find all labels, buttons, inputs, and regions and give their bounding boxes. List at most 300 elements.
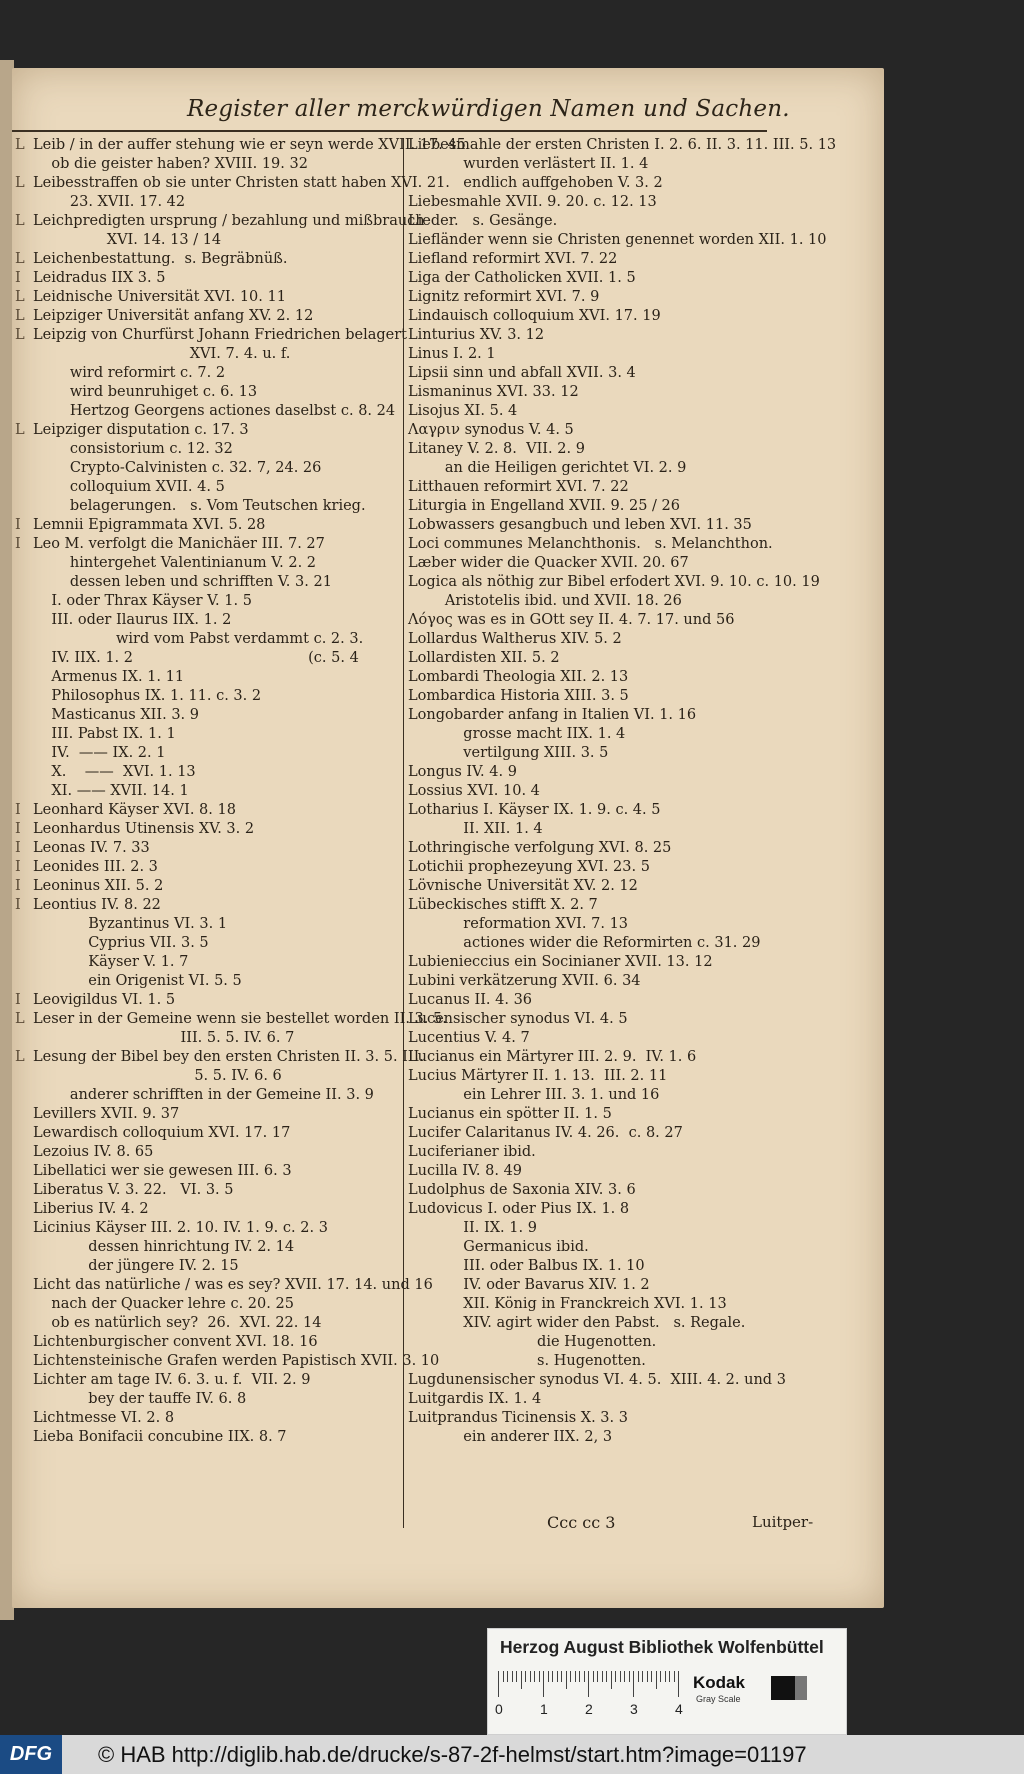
index-entry bbox=[15, 1200, 149, 1218]
index-entry-text: Lugdunensischer synodus VI. 4. 5. XIII. 4. 2. und 3 bbox=[408, 1372, 786, 1388]
margin-marker: I bbox=[15, 897, 21, 913]
index-entry bbox=[15, 1409, 174, 1427]
ruler-tick bbox=[516, 1671, 517, 1682]
ruler-tick bbox=[561, 1671, 562, 1682]
index-entry bbox=[408, 1390, 541, 1408]
index-entry bbox=[408, 668, 628, 686]
index-entry bbox=[15, 1181, 234, 1199]
index-entry bbox=[408, 858, 650, 876]
index-entry bbox=[408, 136, 836, 154]
index-entry bbox=[408, 155, 648, 173]
index-entry bbox=[15, 953, 188, 971]
index-entry bbox=[15, 364, 225, 382]
index-entry bbox=[408, 1162, 522, 1180]
ruler-tick bbox=[507, 1671, 508, 1682]
margin-marker: I bbox=[15, 859, 21, 875]
index-entry bbox=[408, 1371, 786, 1389]
index-entry bbox=[15, 706, 199, 724]
index-entry-text: Lesung der Bibel bey den ersten Christen II. 3. 5. III. bbox=[33, 1049, 424, 1065]
ruler-tick bbox=[656, 1671, 657, 1689]
index-entry-text: Lucianus ein Märtyrer III. 2. 9. IV. 1. 6 bbox=[408, 1049, 697, 1065]
margin-marker: L bbox=[15, 213, 25, 229]
index-entry bbox=[15, 972, 242, 990]
index-entry-text: Lövnische Universität XV. 2. 12 bbox=[408, 878, 638, 894]
header-rule bbox=[12, 130, 767, 132]
index-entry-text: Leipzig von Churfürst Johann Friedrichen belagert bbox=[33, 327, 408, 343]
index-entry bbox=[408, 649, 560, 667]
index-entry bbox=[15, 763, 196, 781]
index-entry bbox=[15, 782, 189, 800]
index-entry-text: wird reformirt c. 7. 2 bbox=[33, 365, 226, 381]
ruler-tick bbox=[620, 1671, 621, 1682]
ruler-tick bbox=[597, 1671, 598, 1682]
index-entry bbox=[408, 782, 540, 800]
index-entry bbox=[408, 402, 517, 420]
ruler-number: 0 bbox=[495, 1701, 503, 1717]
index-entry-text: s. Hugenotten. bbox=[408, 1353, 646, 1369]
index-entry bbox=[15, 725, 176, 743]
index-entry bbox=[408, 326, 544, 344]
dfg-logo: DFG bbox=[0, 1735, 62, 1774]
margin-marker: L bbox=[15, 1049, 25, 1065]
index-entry-text: Linturius XV. 3. 12 bbox=[408, 327, 545, 343]
index-entry-text: Lübeckisches stifft X. 2. 7 bbox=[408, 897, 598, 913]
index-entry-text: wird vom Pabst verdammt c. 2. 3. bbox=[33, 631, 364, 647]
index-entry-text: wird beunruhiget c. 6. 13 bbox=[33, 384, 258, 400]
margin-marker: I bbox=[15, 821, 21, 837]
index-entry-text: grosse macht IIX. 1. 4 bbox=[408, 726, 626, 742]
index-entry bbox=[408, 231, 827, 249]
index-entry bbox=[15, 535, 325, 553]
ruler-tick bbox=[575, 1671, 576, 1682]
index-entry-text: dessen hinrichtung IV. 2. 14 bbox=[33, 1239, 295, 1255]
ruler-tick bbox=[512, 1671, 513, 1682]
index-entry-text: wurden verlästert II. 1. 4 bbox=[408, 156, 649, 172]
index-entry bbox=[408, 630, 622, 648]
ruler-tick bbox=[548, 1671, 549, 1682]
index-entry bbox=[408, 896, 598, 914]
index-entry-text: Crypto-Calvinisten c. 32. 7, 24. 26 bbox=[33, 460, 322, 476]
index-entry-text: Luitgardis IX. 1. 4 bbox=[408, 1391, 542, 1407]
index-entry bbox=[408, 934, 760, 952]
index-entry-text: endlich auffgehoben V. 3. 2 bbox=[408, 175, 663, 191]
index-entry-text: Aristotelis ibid. und XVII. 18. 26 bbox=[408, 593, 682, 609]
index-entry bbox=[408, 516, 752, 534]
index-entry-text: III. oder Balbus IX. 1. 10 bbox=[408, 1258, 645, 1274]
index-entry bbox=[15, 345, 290, 363]
index-entry bbox=[15, 1162, 292, 1180]
index-entry-text: X. —— XVI. 1. 13 bbox=[33, 764, 196, 780]
index-entry-text: Leontius IV. 8. 22 bbox=[33, 897, 161, 913]
index-entry-text: Lichtmesse VI. 2. 8 bbox=[33, 1410, 175, 1426]
index-entry-text: 23. XVII. 17. 42 bbox=[33, 194, 186, 210]
index-entry bbox=[15, 877, 163, 895]
index-entry bbox=[408, 611, 734, 629]
gray-scale-label: Gray Scale bbox=[696, 1694, 741, 1704]
index-entry-text: Loci communes Melanchthonis. s. Melanchthon. bbox=[408, 536, 773, 552]
index-entry bbox=[15, 630, 363, 648]
ruler-tick bbox=[647, 1671, 648, 1682]
index-entry-text: Lichtensteinische Grafen werden Papistisch XVII. 3. 10 bbox=[33, 1353, 440, 1369]
index-entry-text: Luciferianer ibid. bbox=[408, 1144, 536, 1160]
index-entry bbox=[15, 839, 150, 857]
index-entry bbox=[15, 1333, 318, 1351]
index-entry-text: Λαγριν synodus V. 4. 5 bbox=[408, 422, 574, 438]
index-entry bbox=[408, 839, 671, 857]
index-entry-text: Λόγος was es in GOtt sey II. 4. 7. 17. und 56 bbox=[408, 612, 735, 628]
index-entry bbox=[15, 687, 261, 705]
index-entry-text: vertilgung XIII. 3. 5 bbox=[408, 745, 609, 761]
index-entry-text: Liturgia in Engelland XVII. 9. 25 / 26 bbox=[408, 498, 680, 514]
index-entry-text: Lieba Bonifacii concubine IIX. 8. 7 bbox=[33, 1429, 287, 1445]
index-entry-text: III. oder Ilaurus IIX. 1. 2 bbox=[33, 612, 232, 628]
index-entry-text: XVI. 14. 13 / 14 bbox=[33, 232, 222, 248]
index-entry bbox=[408, 1048, 696, 1066]
margin-marker: L bbox=[15, 289, 25, 305]
index-entry bbox=[15, 307, 313, 325]
ruler-tick bbox=[624, 1671, 625, 1682]
index-entry-text: Leibesstraffen ob sie unter Christen statt haben XVI. 21. bbox=[33, 175, 450, 191]
index-entry bbox=[408, 972, 641, 990]
index-entry bbox=[15, 516, 265, 534]
index-entry-text: Liga der Catholicken XVII. 1. 5 bbox=[408, 270, 636, 286]
ruler-tick bbox=[543, 1671, 544, 1697]
ruler-tick bbox=[669, 1671, 670, 1682]
index-entry-text: 5. 5. IV. 6. 6 bbox=[33, 1068, 282, 1084]
index-entry bbox=[408, 478, 629, 496]
index-entry-text: Lipsii sinn und abfall XVII. 3. 4 bbox=[408, 365, 636, 381]
library-name: Herzog August Bibliothek Wolfenbüttel bbox=[500, 1637, 824, 1657]
index-entry-text: Leonas IV. 7. 33 bbox=[33, 840, 150, 856]
index-entry-text: XII. König in Franckreich XVI. 1. 13 bbox=[408, 1296, 727, 1312]
index-entry-text: I. oder Thrax Käyser V. 1. 5 bbox=[33, 593, 252, 609]
index-entry-text: Licinius Käyser III. 2. 10. IV. 1. 9. c. 2. 3 bbox=[33, 1220, 328, 1236]
index-entry bbox=[408, 1295, 727, 1313]
index-entry bbox=[15, 592, 252, 610]
index-entry bbox=[408, 497, 680, 515]
index-entry bbox=[15, 1029, 294, 1047]
index-entry bbox=[15, 915, 227, 933]
margin-marker: I bbox=[15, 840, 21, 856]
index-entry-text: Ludolphus de Saxonia XIV. 3. 6 bbox=[408, 1182, 636, 1198]
index-entry bbox=[15, 611, 231, 629]
index-entry bbox=[15, 193, 185, 211]
index-entry bbox=[408, 307, 661, 325]
index-entry-text: Lichtenburgischer convent XVI. 18. 16 bbox=[33, 1334, 318, 1350]
copyright-link[interactable]: © HAB http://diglib.hab.de/drucke/s-87-2f-helmst/start.htm?image=01197 bbox=[98, 1742, 807, 1767]
index-entry bbox=[15, 1371, 310, 1389]
index-entry-text: Käyser V. 1. 7 bbox=[33, 954, 189, 970]
index-entry bbox=[15, 478, 225, 496]
index-entry-text: belagerungen. s. Vom Teutschen krieg. bbox=[33, 498, 366, 514]
index-entry bbox=[15, 1257, 239, 1275]
index-entry bbox=[15, 174, 450, 192]
index-entry-text: Philosophus IX. 1. 11. c. 3. 2 bbox=[33, 688, 262, 704]
ruler-tick bbox=[638, 1671, 639, 1682]
ruler-tick bbox=[534, 1671, 535, 1682]
index-entry bbox=[15, 1276, 433, 1294]
index-entry bbox=[408, 535, 773, 553]
index-entry-text: Leichpredigten ursprung / bezahlung und mißbrauch bbox=[33, 213, 425, 229]
index-entry-text: Lucanus II. 4. 36 bbox=[408, 992, 533, 1008]
ruler-tick bbox=[498, 1671, 499, 1697]
index-entry-text: Longus IV. 4. 9 bbox=[408, 764, 517, 780]
color-calibration-card bbox=[487, 1628, 847, 1735]
index-entry bbox=[408, 288, 599, 306]
index-entry bbox=[408, 1314, 745, 1332]
index-entry-text: IV. —— IX. 2. 1 bbox=[33, 745, 166, 761]
index-entry-text: Armenus IX. 1. 11 bbox=[33, 669, 185, 685]
ruler-tick bbox=[579, 1671, 580, 1682]
ruler-tick bbox=[588, 1671, 589, 1697]
index-entry bbox=[15, 1124, 290, 1142]
index-entry bbox=[15, 896, 161, 914]
ruler-number: 3 bbox=[630, 1701, 638, 1717]
index-entry-text: Lotharius I. Käyser IX. 1. 9. c. 4. 5 bbox=[408, 802, 661, 818]
index-entry-text: Licht das natürliche / was es sey? XVII. 17. 14. und 16 bbox=[33, 1277, 433, 1293]
margin-marker: I bbox=[15, 270, 21, 286]
index-entry bbox=[408, 725, 625, 743]
signature-mark: Ccc cc 3 bbox=[547, 1513, 616, 1532]
index-entry bbox=[15, 459, 321, 477]
index-entry bbox=[15, 212, 425, 230]
index-entry bbox=[408, 1219, 537, 1237]
margin-marker: L bbox=[15, 327, 25, 343]
index-entry-text: Levillers XVII. 9. 37 bbox=[33, 1106, 180, 1122]
index-entry bbox=[15, 288, 286, 306]
index-entry-text: Lollardisten XII. 5. 2 bbox=[408, 650, 560, 666]
index-entry bbox=[408, 763, 517, 781]
ruler-tick bbox=[642, 1671, 643, 1682]
index-entry-text: Leonides III. 2. 3 bbox=[33, 859, 158, 875]
index-entry bbox=[408, 592, 682, 610]
index-entry-text: Litthauen reformirt XVI. 7. 22 bbox=[408, 479, 629, 495]
index-entry bbox=[15, 383, 257, 401]
index-entry-text: Luitprandus Ticinensis X. 3. 3 bbox=[408, 1410, 628, 1426]
index-entry-text: Lossius XVI. 10. 4 bbox=[408, 783, 540, 799]
index-entry bbox=[408, 706, 696, 724]
ruler-tick bbox=[651, 1671, 652, 1682]
ruler-tick bbox=[570, 1671, 571, 1682]
index-entry bbox=[15, 801, 236, 819]
index-entry bbox=[15, 326, 407, 344]
index-entry bbox=[15, 1219, 328, 1237]
index-entry-text: II. XII. 1. 4 bbox=[408, 821, 543, 837]
kodak-logo: Kodak bbox=[693, 1673, 745, 1692]
margin-marker: L bbox=[15, 137, 25, 153]
ruler-tick bbox=[602, 1671, 603, 1682]
index-entry bbox=[15, 668, 184, 686]
ruler-tick bbox=[611, 1671, 612, 1689]
index-entry-text: Lisojus XI. 5. 4 bbox=[408, 403, 518, 419]
index-entry bbox=[408, 991, 532, 1009]
index-entry-text: Longobarder anfang in Italien VI. 1. 16 bbox=[408, 707, 697, 723]
index-entry-text: Lollardus Waltherus XIV. 5. 2 bbox=[408, 631, 622, 647]
index-entry-text: Lothringische verfolgung XVI. 8. 25 bbox=[408, 840, 672, 856]
index-entry-text: Germanicus ibid. bbox=[408, 1239, 589, 1255]
index-entry-text: Linus I. 2. 1 bbox=[408, 346, 496, 362]
ruler-tick bbox=[557, 1671, 558, 1682]
margin-marker: L bbox=[15, 251, 25, 267]
ruler-tick bbox=[521, 1671, 522, 1689]
gray-patch bbox=[795, 1676, 807, 1700]
index-entry-text: Logica als nöthig zur Bibel erfodert XVI. 9. 10. c. 10. 19 bbox=[408, 574, 820, 590]
ruler-number: 4 bbox=[675, 1701, 683, 1717]
index-entry-text: II. IX. 1. 9 bbox=[408, 1220, 537, 1236]
index-entry-text: IV. oder Bavarus XIV. 1. 2 bbox=[408, 1277, 650, 1293]
index-entry bbox=[408, 1029, 530, 1047]
index-entry-text: Cyprius VII. 3. 5 bbox=[33, 935, 209, 951]
index-entry-text: Liefländer wenn sie Christen genennet worden XII. 1. 10 bbox=[408, 232, 827, 248]
index-entry bbox=[15, 1390, 246, 1408]
index-entry-text: Leidnische Universität XVI. 10. 11 bbox=[33, 289, 286, 305]
index-entry-text: Hertzog Georgens actiones daselbst c. 8. 24 bbox=[33, 403, 396, 419]
index-entry-text: Lieder. s. Gesänge. bbox=[408, 213, 558, 229]
index-entry-text: Leovigildus VI. 1. 5 bbox=[33, 992, 176, 1008]
index-entry-text: Lombardi Theologia XII. 2. 13 bbox=[408, 669, 629, 685]
black-patch bbox=[771, 1676, 795, 1700]
index-entry bbox=[15, 440, 233, 458]
index-entry bbox=[408, 364, 636, 382]
index-entry bbox=[408, 1010, 628, 1028]
index-entry bbox=[15, 1314, 321, 1332]
index-entry-text: ob die geister haben? XVIII. 19. 32 bbox=[33, 156, 308, 172]
index-entry bbox=[408, 1181, 636, 1199]
index-entry-text: reformation XVI. 7. 13 bbox=[408, 916, 629, 932]
index-entry bbox=[15, 402, 395, 420]
index-entry bbox=[408, 687, 629, 705]
index-entry bbox=[15, 1428, 287, 1446]
ruler-tick bbox=[539, 1671, 540, 1682]
margin-marker: I bbox=[15, 992, 21, 1008]
index-entry-text: Byzantinus VI. 3. 1 bbox=[33, 916, 228, 932]
index-entry bbox=[408, 459, 686, 477]
index-entry-text: Liefland reformirt XVI. 7. 22 bbox=[408, 251, 618, 267]
index-entry bbox=[408, 744, 608, 762]
index-entry-text: Læber wider die Quacker XVII. 20. 67 bbox=[408, 555, 689, 571]
margin-marker: I bbox=[15, 536, 21, 552]
index-entry-text: actiones wider die Reformirten c. 31. 29 bbox=[408, 935, 761, 951]
ruler-scale bbox=[498, 1671, 698, 1697]
ruler-tick bbox=[552, 1671, 553, 1682]
index-entry bbox=[15, 573, 332, 591]
index-entry bbox=[408, 421, 574, 439]
index-entry-text: Lucianus ein spötter II. 1. 5 bbox=[408, 1106, 612, 1122]
index-entry bbox=[15, 1010, 447, 1028]
index-entry bbox=[408, 1428, 612, 1446]
index-entry bbox=[408, 1257, 645, 1275]
index-entry bbox=[408, 193, 657, 211]
index-entry bbox=[408, 212, 557, 230]
index-entry-text: XI. —— XVII. 14. 1 bbox=[33, 783, 189, 799]
ruler-tick bbox=[615, 1671, 616, 1682]
index-entry-text: consistorium c. 12. 32 bbox=[33, 441, 233, 457]
index-entry bbox=[15, 934, 209, 952]
ruler-number: 2 bbox=[585, 1701, 593, 1717]
index-entry bbox=[15, 1067, 282, 1085]
index-entry bbox=[408, 801, 660, 819]
index-entry bbox=[15, 421, 249, 439]
index-entry-text: Leoninus XII. 5. 2 bbox=[33, 878, 164, 894]
index-entry bbox=[15, 554, 316, 572]
index-entry-text: Leipziger Universität anfang XV. 2. 12 bbox=[33, 308, 314, 324]
index-entry-text: Leichenbestattung. s. Begräbnüß. bbox=[33, 251, 288, 267]
index-entry-text: Ludovicus I. oder Pius IX. 1. 8 bbox=[408, 1201, 630, 1217]
index-entry bbox=[15, 155, 308, 173]
index-entry bbox=[15, 858, 158, 876]
index-entry-text: Litaney V. 2. 8. VII. 2. 9 bbox=[408, 441, 585, 457]
index-entry bbox=[15, 250, 287, 268]
index-entry-text: bey der tauffe IV. 6. 8 bbox=[33, 1391, 247, 1407]
index-entry-text: ob es natürlich sey? 26. XVI. 22. 14 bbox=[33, 1315, 322, 1331]
index-entry bbox=[408, 440, 585, 458]
index-entry-text: colloquium XVII. 4. 5 bbox=[33, 479, 225, 495]
index-entry-text: Lotichii prophezeyung XVI. 23. 5 bbox=[408, 859, 650, 875]
index-entry bbox=[15, 1048, 424, 1066]
index-entry bbox=[408, 250, 617, 268]
index-entry-text: III. Pabst IX. 1. 1 bbox=[33, 726, 176, 742]
index-entry bbox=[15, 269, 165, 287]
margin-marker: I bbox=[15, 517, 21, 533]
index-entry-text: Lubienieccius ein Socinianer XVII. 13. 12 bbox=[408, 954, 713, 970]
index-entry bbox=[408, 820, 543, 838]
ruler-tick bbox=[525, 1671, 526, 1682]
index-entry bbox=[15, 744, 165, 762]
index-entry-text: Lobwassers gesangbuch und leben XVI. 11. 35 bbox=[408, 517, 752, 533]
index-entry bbox=[408, 1333, 656, 1351]
ruler-tick bbox=[584, 1671, 585, 1682]
margin-marker: I bbox=[15, 802, 21, 818]
index-entry-text: Lucensischer synodus VI. 4. 5 bbox=[408, 1011, 628, 1027]
index-entry-text: Liebesmahle der ersten Christen I. 2. 6. II. 3. 11. III. 5. 13 bbox=[408, 137, 837, 153]
index-entry-text: ein Origenist VI. 5. 5 bbox=[33, 973, 242, 989]
index-entry-text: hintergehet Valentinianum V. 2. 2 bbox=[33, 555, 317, 571]
ruler-tick bbox=[633, 1671, 634, 1697]
index-entry bbox=[408, 1200, 629, 1218]
index-entry bbox=[15, 649, 359, 667]
column-divider bbox=[403, 138, 404, 1528]
book-page bbox=[12, 68, 884, 1608]
index-entry bbox=[408, 1105, 612, 1123]
index-entry-text: Lignitz reformirt XVI. 7. 9 bbox=[408, 289, 600, 305]
ruler-tick bbox=[665, 1671, 666, 1682]
catchword: Luitper- bbox=[752, 1513, 814, 1531]
index-entry-text: Lichter am tage IV. 6. 3. u. f. VII. 2. 9 bbox=[33, 1372, 311, 1388]
index-entry bbox=[408, 1067, 667, 1085]
index-entry-text: Leidradus IIX 3. 5 bbox=[33, 270, 166, 286]
ruler-tick bbox=[530, 1671, 531, 1682]
index-entry bbox=[408, 1086, 659, 1104]
index-entry-text: XIV. agirt wider den Pabst. s. Regale. bbox=[408, 1315, 746, 1331]
index-entry-text: Libellatici wer sie gewesen III. 6. 3 bbox=[33, 1163, 292, 1179]
index-entry-text: ein Lehrer III. 3. 1. und 16 bbox=[408, 1087, 660, 1103]
index-entry-text: Lindauisch colloquium XVI. 17. 19 bbox=[408, 308, 661, 324]
index-entry-text: nach der Quacker lehre c. 20. 25 bbox=[33, 1296, 294, 1312]
index-entry bbox=[15, 231, 221, 249]
index-entry-text: XVI. 7. 4. u. f. bbox=[33, 346, 291, 362]
ruler-tick bbox=[678, 1671, 679, 1697]
ruler-tick bbox=[629, 1671, 630, 1682]
index-entry-text: Leo M. verfolgt die Manichäer III. 7. 27 bbox=[33, 536, 325, 552]
index-entry bbox=[15, 1143, 153, 1161]
margin-marker: L bbox=[15, 422, 25, 438]
index-entry bbox=[15, 820, 254, 838]
index-entry-text: Leib / in der auffer stehung wie er seyn werde XVII. 17. 45 bbox=[33, 137, 466, 153]
index-entry bbox=[408, 915, 628, 933]
index-entry-text: Leser in der Gemeine wenn sie bestellet worden II. 3. 5. bbox=[33, 1011, 447, 1027]
index-entry-text: Lewardisch colloquium XVI. 17. 17 bbox=[33, 1125, 291, 1141]
index-entry bbox=[408, 174, 663, 192]
